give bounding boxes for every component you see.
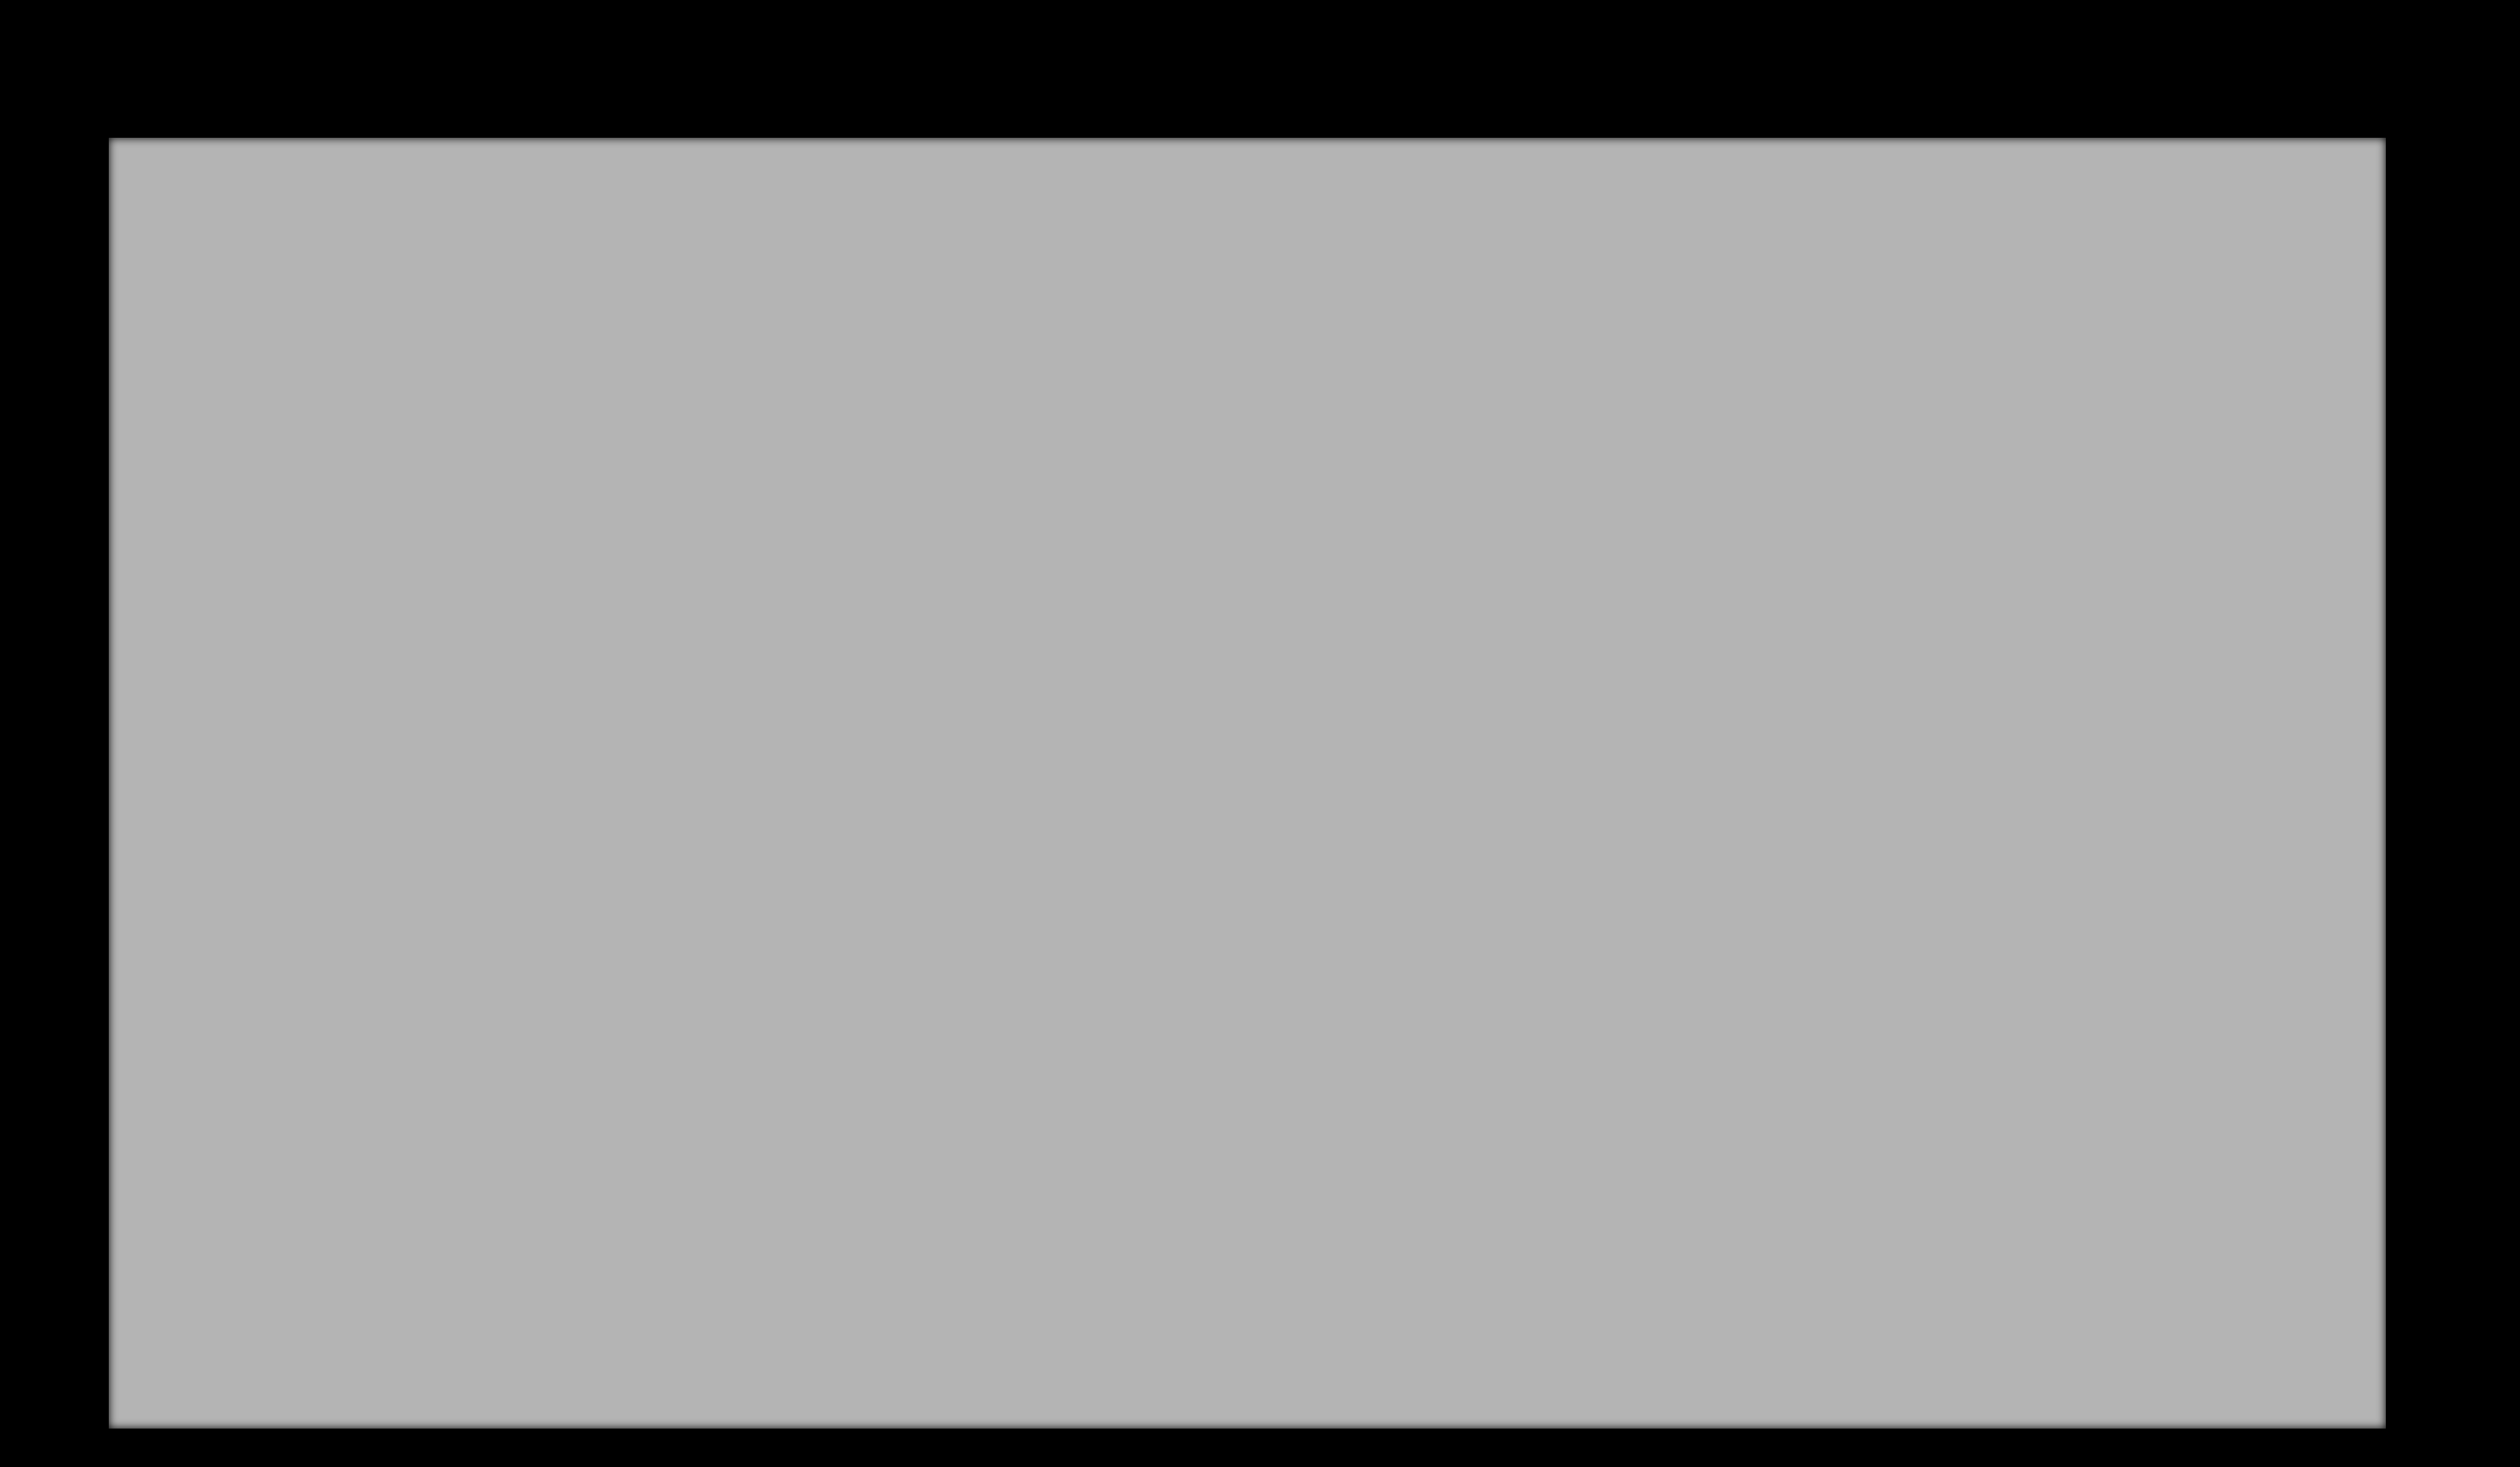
form-grid xyxy=(109,138,2386,1429)
census-card xyxy=(109,138,2386,1429)
